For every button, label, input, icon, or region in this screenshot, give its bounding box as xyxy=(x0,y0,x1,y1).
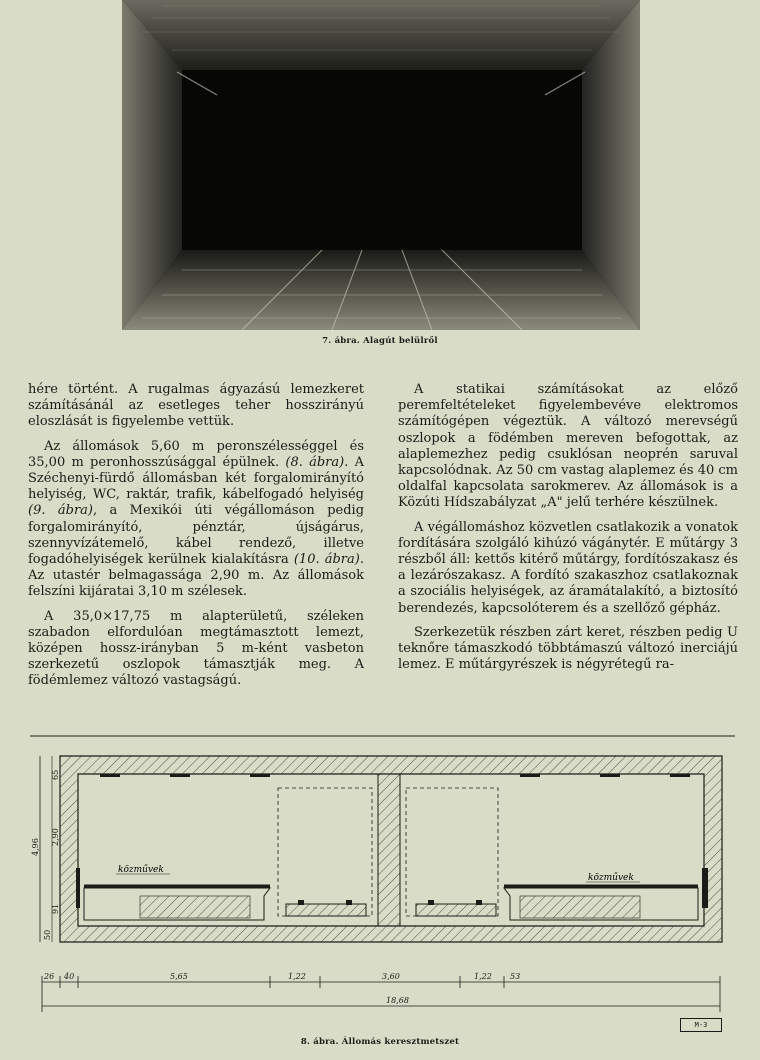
page-stamp: M-3 xyxy=(680,1018,722,1032)
dim-v: 4,96 xyxy=(31,838,40,856)
dim-h: 5,65 xyxy=(170,972,188,981)
dim-h: 1,22 xyxy=(288,972,306,981)
dim-v: 91 xyxy=(51,903,60,914)
station-cross-section-drawing xyxy=(20,728,742,1028)
tunnel-photo xyxy=(122,0,640,330)
paragraph: hére történt. A rugalmas ágyazású lemezkeret számításánál az esetleges teher hosszirányú eloszlását is figyelembe vettük. xyxy=(28,382,364,430)
dim-total: 18,68 xyxy=(386,996,409,1005)
dim-h: 53 xyxy=(510,972,521,981)
figure8-caption: 8. ábra. Állomás keresztmetszet xyxy=(300,1037,460,1047)
paragraph: A végállomáshoz közvetlen csatlakozik a vonatok fordítására szolgáló kihúzó vágánytér. E műtárgy 3 részből áll: kettős kitérő műtárgy, fordítószakasz és a lezárószakasz. A fordító szakaszhoz csatlakoznak a szociális helyiségek, az áramátalakító, a biztosító berendezés, kapcsolóterem és a szellőző gépház. xyxy=(398,519,738,616)
paragraph: A 35,0×17,75 m alapterületű, széleken szabadon elfordulóan megtámasztott lemezt, középen hossz-irányban 5 m-ként vasbeton szerkezetű oszlopok támasztják meg. A födémlemez változó vastagságú. xyxy=(28,608,364,689)
dim-h: 40 xyxy=(64,972,75,981)
paragraph: Szerkezetük részben zárt keret, részben pedig U teknőre támaszkodó többtámaszú változó inerciájú lemez. E műtárgyrészek is négyrétegű ra- xyxy=(398,624,738,673)
dim-v: 50 xyxy=(43,929,52,940)
left-text-column xyxy=(28,382,364,698)
figure7-caption: 7. ábra. Alagút belülről xyxy=(322,336,438,346)
dim-h: 1,22 xyxy=(474,972,492,981)
paragraph: A statikai számításokat az előző peremfeltételeket figyelembevéve elektromos számítógépen végeztük. A változó merevségű oszlopok a födémben mereven befogottak, az alaplemezhez pedig csuklósan neoprén saruval kapcsolódnak. Az 50 cm vastag alaplemez és 40 cm oldalfal kapcsolata sarokmerev. Az állomások is a Közúti Hídszabályzat „A" jelű terhére készülnek. xyxy=(398,382,738,511)
right-text-column xyxy=(398,382,738,681)
dim-v: 2,90 xyxy=(51,828,60,846)
dim-h: 3,60 xyxy=(382,972,400,981)
dim-h: 26 xyxy=(44,972,55,981)
paragraph: Az állomások 5,60 m peronszélességgel és 35,00 m peronhosszúsággal épülnek. (8. ábra). A Széchenyi-fürdő állomásban két forgalomirányító helyiség, WC, raktár, trafik, kábelfogadó helyiség (9. ábra), a Mexikói úti végállomáson pedig forgalomirányító, pénztár, újságárus, szennyvízátemelő, kábel rendező, illetve fogadóhelyiségek kerülnek kialakításra (10. ábra). Az utastér belmagassága 2,90 m. Az állomások felszíni kijáratai 3,10 m szélesek. xyxy=(28,438,365,600)
utilities-label-left: közművek xyxy=(118,865,164,875)
utilities-label-right: közművek xyxy=(588,873,634,883)
dim-v: 65 xyxy=(51,769,60,780)
